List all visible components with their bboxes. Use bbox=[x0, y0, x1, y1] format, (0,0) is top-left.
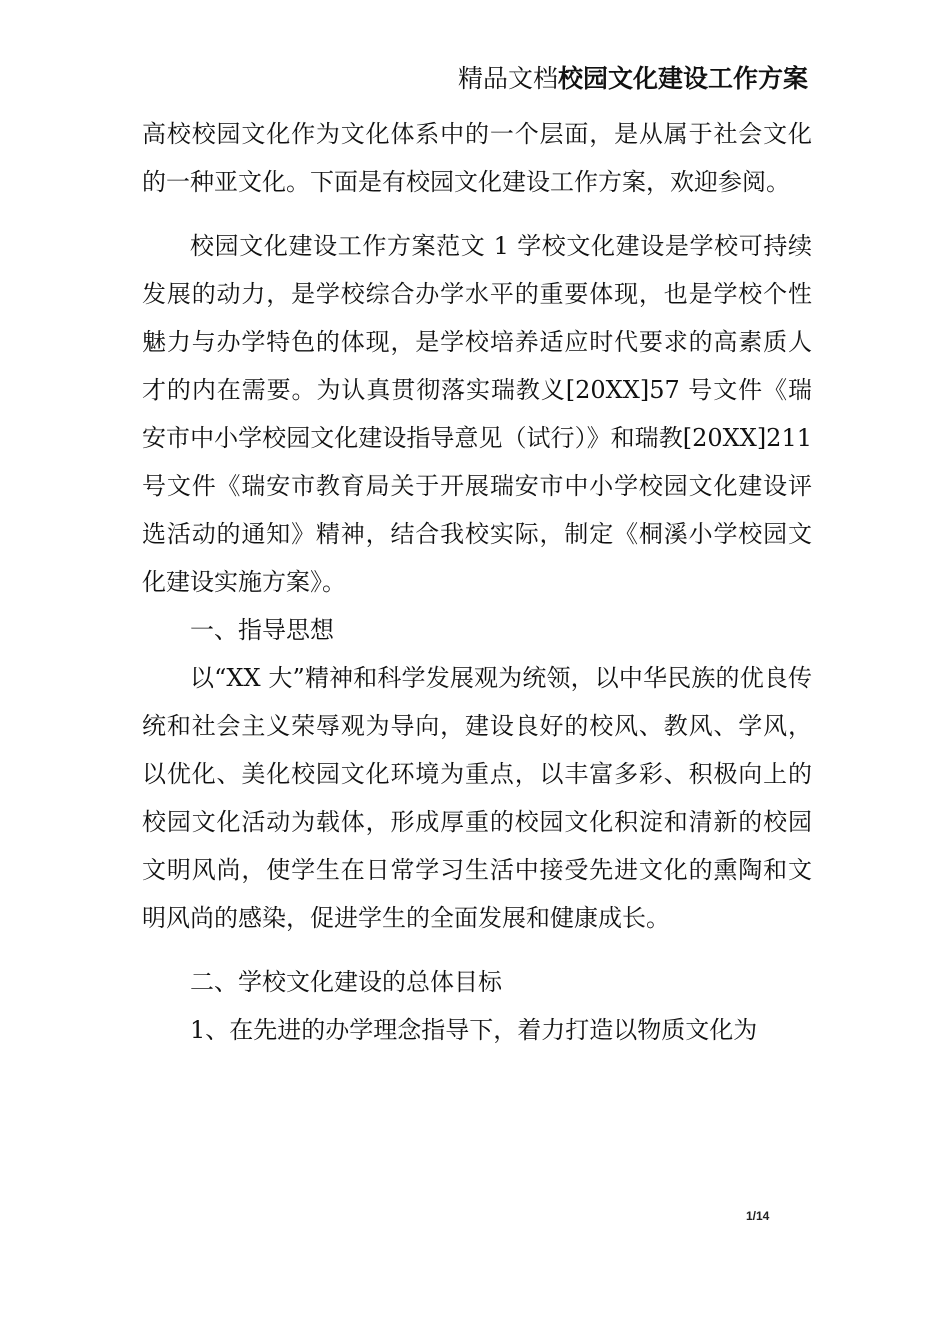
page-number: 1/14 bbox=[746, 1209, 770, 1223]
header-prefix: 精品文档 bbox=[457, 64, 558, 93]
paragraph-goal-1: 1、在先进的办学理念指导下，着力打造以物质文化为 bbox=[190, 1016, 758, 1044]
document-title: 校园文化建设工作方案 bbox=[557, 64, 808, 93]
section-heading-overall-goals: 二、学校文化建设的总体目标 bbox=[190, 968, 502, 996]
intro-paragraph: 高校校园文化作为文化体系中的一个层面，是从属于社会文化的一种亚文化。下面是有校园文化建设工作方案，欢迎参阅。 bbox=[142, 120, 812, 196]
document-body bbox=[142, 110, 812, 1054]
section-heading-guiding-ideology: 一、指导思想 bbox=[190, 616, 334, 644]
paragraph-sample-1: 校园文化建设工作方案范文 1 学校文化建设是学校可持续发展的动力，是学校综合办学水平的重要体现，也是学校个性魅力与办学特色的体现，是学校培养适应时代要求的高素质人才的内在需要。为认真贯彻落实瑞教义[20XX]57 号文件《瑞安市中小学校园文化建设指导意见（试行）》和瑞教[20XX]211 号文件《瑞安市教育局关于开展瑞安市中小学校园文化建设评选活动的通知》精神，结合我校实际，制定《桐溪小学校园文化建设实施方案》。 bbox=[142, 232, 812, 596]
document-header bbox=[458, 62, 808, 96]
paragraph-guiding-ideology: 以“XX 大”精神和科学发展观为统领，以中华民族的优良传统和社会主义荣辱观为导向，建设良好的校风、教风、学风，以优化、美化校园文化环境为重点，以丰富多彩、积极向上的校园文化活动为载体，形成厚重的校园文化积淀和清新的校园文明风尚，使学生在日常学习生活中接受先进文化的熏陶和文明风尚的感染，促进学生的全面发展和健康成长。 bbox=[142, 664, 812, 932]
